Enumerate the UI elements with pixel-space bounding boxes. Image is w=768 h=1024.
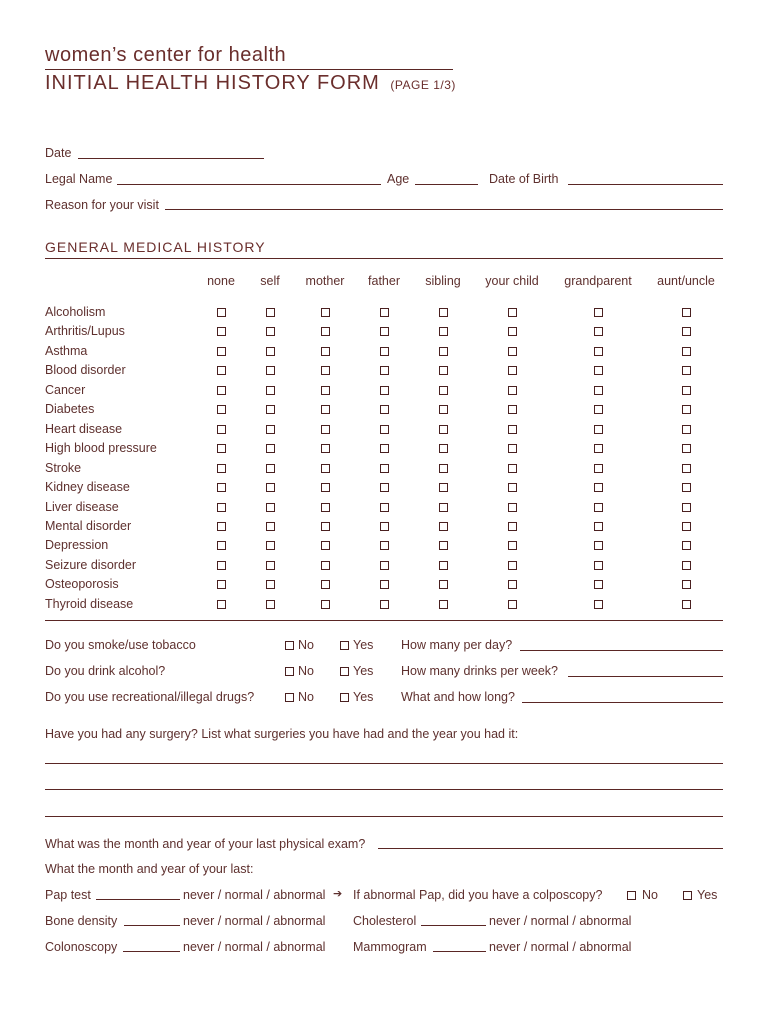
cholesterol-field[interactable]	[421, 925, 486, 926]
column-header: sibling	[425, 274, 461, 288]
condition-checkbox[interactable]	[321, 425, 330, 434]
condition-checkbox[interactable]	[217, 503, 226, 512]
condition-checkbox[interactable]	[217, 405, 226, 414]
mammogram-options[interactable]: never / normal / abnormal	[489, 940, 632, 954]
pap-field[interactable]	[96, 899, 180, 900]
section-title: GENERAL MEDICAL HISTORY	[45, 239, 266, 255]
legal-name-field[interactable]	[117, 184, 381, 185]
condition-checkbox[interactable]	[508, 425, 517, 434]
condition-checkbox[interactable]	[508, 444, 517, 453]
colposcopy-yes-checkbox[interactable]	[683, 891, 692, 900]
condition-checkbox[interactable]	[266, 464, 275, 473]
condition-checkbox[interactable]	[508, 522, 517, 531]
bone-density-label: Bone density	[45, 914, 118, 928]
condition-checkbox[interactable]	[380, 464, 389, 473]
condition-checkbox[interactable]	[266, 580, 275, 589]
habit-no-label: No	[298, 638, 314, 652]
condition-checkbox[interactable]	[321, 464, 330, 473]
bone-density-options[interactable]: never / normal / abnormal	[183, 914, 326, 928]
column-header: mother	[305, 274, 345, 288]
condition-checkbox[interactable]	[594, 386, 603, 395]
condition-checkbox[interactable]	[439, 464, 448, 473]
condition-checkbox[interactable]	[508, 405, 517, 414]
condition-checkbox[interactable]	[439, 503, 448, 512]
column-header: none	[207, 274, 235, 288]
condition-checkbox[interactable]	[321, 444, 330, 453]
condition-checkbox[interactable]	[321, 580, 330, 589]
condition-label: Seizure disorder	[45, 557, 137, 572]
arrow-icon: ➔	[333, 887, 343, 900]
condition-checkbox[interactable]	[439, 600, 448, 609]
condition-checkbox[interactable]	[508, 600, 517, 609]
condition-checkbox[interactable]	[321, 405, 330, 414]
condition-checkbox[interactable]	[380, 522, 389, 531]
condition-checkbox[interactable]	[380, 580, 389, 589]
habit-yes-checkbox[interactable]	[340, 641, 349, 650]
cholesterol-options[interactable]: never / normal / abnormal	[489, 914, 632, 928]
surgery-line-1[interactable]	[45, 763, 723, 764]
colposcopy-question: If abnormal Pap, did you have a colposcopy?	[353, 888, 603, 902]
last-physical-field[interactable]	[378, 848, 723, 849]
condition-checkbox[interactable]	[217, 580, 226, 589]
colposcopy-yes-label: Yes	[697, 888, 718, 902]
condition-checkbox[interactable]	[508, 327, 517, 336]
condition-checkbox[interactable]	[217, 308, 226, 317]
colonoscopy-label: Colonoscopy	[45, 940, 118, 954]
condition-checkbox[interactable]	[217, 522, 226, 531]
condition-checkbox[interactable]	[321, 522, 330, 531]
condition-checkbox[interactable]	[594, 541, 603, 550]
condition-label: Asthma	[45, 343, 88, 358]
condition-checkbox[interactable]	[439, 561, 448, 570]
condition-label: Mental disorder	[45, 518, 132, 533]
condition-checkbox[interactable]	[217, 464, 226, 473]
condition-label: Liver disease	[45, 499, 119, 514]
condition-checkbox[interactable]	[508, 541, 517, 550]
condition-checkbox[interactable]	[439, 483, 448, 492]
condition-checkbox[interactable]	[682, 503, 691, 512]
condition-checkbox[interactable]	[508, 464, 517, 473]
condition-checkbox[interactable]	[682, 386, 691, 395]
condition-checkbox[interactable]	[380, 483, 389, 492]
condition-checkbox[interactable]	[380, 503, 389, 512]
habit-yes-checkbox[interactable]	[340, 667, 349, 676]
condition-checkbox[interactable]	[380, 327, 389, 336]
condition-label: Alcoholism	[45, 305, 106, 319]
condition-checkbox[interactable]	[508, 580, 517, 589]
condition-label: Diabetes	[45, 402, 95, 417]
column-header: your child	[485, 274, 539, 288]
habit-yes-checkbox[interactable]	[340, 693, 349, 702]
mammogram-field[interactable]	[433, 951, 486, 952]
column-header: self	[260, 274, 280, 288]
habit-no-checkbox[interactable]	[285, 667, 294, 676]
habit-yes-label: Yes	[353, 638, 374, 652]
condition-checkbox[interactable]	[682, 600, 691, 609]
reason-field[interactable]	[165, 209, 723, 210]
colonoscopy-options[interactable]: never / normal / abnormal	[183, 940, 326, 954]
condition-checkbox[interactable]	[594, 366, 603, 375]
condition-checkbox[interactable]	[321, 347, 330, 356]
condition-checkbox[interactable]	[439, 308, 448, 317]
condition-checkbox[interactable]	[321, 386, 330, 395]
condition-label: Osteoporosis	[45, 577, 119, 592]
condition-checkbox[interactable]	[682, 366, 691, 375]
condition-label: Kidney disease	[45, 480, 130, 495]
condition-checkbox[interactable]	[594, 483, 603, 492]
age-field[interactable]	[415, 184, 478, 185]
condition-checkbox[interactable]	[508, 366, 517, 375]
condition-checkbox[interactable]	[266, 444, 275, 453]
colposcopy-no-label: No	[642, 888, 658, 902]
condition-checkbox[interactable]	[380, 347, 389, 356]
reason-label: Reason for your visit	[45, 198, 159, 212]
pap-label: Pap test	[45, 888, 91, 902]
condition-checkbox[interactable]	[217, 600, 226, 609]
habit-followup-field[interactable]	[568, 676, 723, 677]
habit-no-checkbox[interactable]	[285, 641, 294, 650]
condition-checkbox[interactable]	[682, 561, 691, 570]
condition-checkbox[interactable]	[508, 503, 517, 512]
column-header: father	[368, 274, 400, 288]
org-name: women’s center for health	[45, 44, 287, 66]
condition-checkbox[interactable]	[217, 561, 226, 570]
pap-options[interactable]: never / normal / abnormal	[183, 888, 326, 902]
condition-checkbox[interactable]	[266, 308, 275, 317]
condition-checkbox[interactable]	[594, 600, 603, 609]
condition-checkbox[interactable]	[682, 522, 691, 531]
age-label: Age	[387, 172, 410, 186]
condition-checkbox[interactable]	[266, 386, 275, 395]
condition-label: Blood disorder	[45, 363, 126, 378]
condition-checkbox[interactable]	[217, 483, 226, 492]
condition-checkbox[interactable]	[380, 444, 389, 453]
condition-checkbox[interactable]	[217, 366, 226, 375]
condition-checkbox[interactable]	[321, 503, 330, 512]
condition-checkbox[interactable]	[439, 405, 448, 414]
condition-checkbox[interactable]	[594, 425, 603, 434]
condition-checkbox[interactable]	[682, 405, 691, 414]
dob-field[interactable]	[568, 184, 723, 185]
condition-checkbox[interactable]	[439, 386, 448, 395]
condition-label: Cancer	[45, 382, 86, 397]
condition-checkbox[interactable]	[266, 405, 275, 414]
habit-question: Do you drink alcohol?	[45, 664, 166, 678]
condition-checkbox[interactable]	[266, 327, 275, 336]
condition-label: Thyroid disease	[45, 596, 134, 611]
surgery-question: Have you had any surgery? List what surgeries you have had and the year you had it:	[45, 727, 519, 741]
habit-question: Do you use recreational/illegal drugs?	[45, 690, 255, 704]
condition-checkbox[interactable]	[594, 561, 603, 570]
condition-checkbox[interactable]	[508, 347, 517, 356]
colonoscopy-field[interactable]	[123, 951, 180, 952]
condition-checkbox[interactable]	[321, 483, 330, 492]
condition-checkbox[interactable]	[682, 541, 691, 550]
section-rule-top	[45, 258, 723, 259]
condition-checkbox[interactable]	[266, 483, 275, 492]
condition-checkbox[interactable]	[682, 327, 691, 336]
condition-checkbox[interactable]	[266, 366, 275, 375]
colposcopy-no-checkbox[interactable]	[627, 891, 636, 900]
condition-checkbox[interactable]	[439, 347, 448, 356]
condition-checkbox[interactable]	[321, 600, 330, 609]
condition-checkbox[interactable]	[594, 405, 603, 414]
condition-checkbox[interactable]	[380, 366, 389, 375]
condition-label: Depression	[45, 538, 109, 553]
habit-followup-label: What and how long?	[401, 690, 515, 704]
form-title	[45, 72, 456, 95]
date-label: Date	[45, 146, 72, 160]
dob-label: Date of Birth	[489, 172, 559, 186]
condition-checkbox[interactable]	[266, 561, 275, 570]
condition-checkbox[interactable]	[682, 580, 691, 589]
condition-checkbox[interactable]	[508, 483, 517, 492]
habit-question: Do you smoke/use tobacco	[45, 638, 196, 652]
condition-checkbox[interactable]	[594, 503, 603, 512]
habit-followup-field[interactable]	[522, 702, 723, 703]
condition-checkbox[interactable]	[594, 327, 603, 336]
condition-checkbox[interactable]	[594, 580, 603, 589]
condition-checkbox[interactable]	[266, 541, 275, 550]
condition-checkbox[interactable]	[380, 541, 389, 550]
legal-name-label: Legal Name	[45, 172, 113, 186]
last-physical-question: What was the month and year of your last physical exam?	[45, 837, 366, 851]
condition-checkbox[interactable]	[321, 541, 330, 550]
condition-label: High blood pressure	[45, 441, 157, 456]
form-title-text: INITIAL HEALTH HISTORY FORM	[45, 72, 380, 94]
date-field[interactable]	[78, 158, 264, 159]
mammogram-label: Mammogram	[353, 940, 427, 954]
condition-checkbox[interactable]	[682, 444, 691, 453]
condition-checkbox[interactable]	[439, 541, 448, 550]
habit-no-label: No	[298, 664, 314, 678]
condition-checkbox[interactable]	[508, 561, 517, 570]
condition-checkbox[interactable]	[217, 327, 226, 336]
condition-checkbox[interactable]	[321, 327, 330, 336]
condition-checkbox[interactable]	[217, 386, 226, 395]
page-indicator: (PAGE 1/3)	[390, 78, 456, 92]
condition-checkbox[interactable]	[321, 308, 330, 317]
habit-followup-field[interactable]	[520, 650, 723, 651]
surgery-line-2[interactable]	[45, 789, 723, 790]
condition-checkbox[interactable]	[682, 483, 691, 492]
last-exams-intro: What the month and year of your last:	[45, 862, 254, 876]
condition-checkbox[interactable]	[594, 444, 603, 453]
condition-checkbox[interactable]	[266, 425, 275, 434]
habit-no-checkbox[interactable]	[285, 693, 294, 702]
section-rule-bottom	[45, 620, 723, 621]
condition-checkbox[interactable]	[321, 561, 330, 570]
cholesterol-label: Cholesterol	[353, 914, 417, 928]
condition-checkbox[interactable]	[217, 347, 226, 356]
habit-followup-label: How many per day?	[401, 638, 513, 652]
condition-checkbox[interactable]	[682, 347, 691, 356]
habit-followup-label: How many drinks per week?	[401, 664, 559, 678]
condition-checkbox[interactable]	[217, 541, 226, 550]
condition-checkbox[interactable]	[321, 366, 330, 375]
habit-no-label: No	[298, 690, 314, 704]
column-header: grandparent	[564, 274, 632, 288]
condition-checkbox[interactable]	[439, 366, 448, 375]
condition-checkbox[interactable]	[508, 386, 517, 395]
header-rule	[45, 69, 453, 70]
condition-checkbox[interactable]	[266, 600, 275, 609]
condition-checkbox[interactable]	[380, 561, 389, 570]
condition-label: Arthritis/Lupus	[45, 324, 125, 339]
condition-checkbox[interactable]	[594, 464, 603, 473]
condition-checkbox[interactable]	[217, 444, 226, 453]
condition-checkbox[interactable]	[266, 522, 275, 531]
condition-label: Stroke	[45, 460, 82, 475]
condition-checkbox[interactable]	[682, 425, 691, 434]
condition-label: Heart disease	[45, 421, 123, 436]
condition-checkbox[interactable]	[380, 386, 389, 395]
condition-checkbox[interactable]	[439, 522, 448, 531]
condition-checkbox[interactable]	[594, 308, 603, 317]
condition-checkbox[interactable]	[682, 308, 691, 317]
condition-checkbox[interactable]	[594, 522, 603, 531]
condition-checkbox[interactable]	[439, 327, 448, 336]
condition-checkbox[interactable]	[682, 464, 691, 473]
habit-yes-label: Yes	[353, 690, 374, 704]
bone-density-field[interactable]	[124, 925, 180, 926]
condition-checkbox[interactable]	[380, 425, 389, 434]
condition-checkbox[interactable]	[439, 425, 448, 434]
surgery-line-3[interactable]	[45, 816, 723, 817]
condition-checkbox[interactable]	[508, 308, 517, 317]
habit-yes-label: Yes	[353, 664, 374, 678]
condition-checkbox[interactable]	[266, 347, 275, 356]
condition-checkbox[interactable]	[439, 444, 448, 453]
condition-checkbox[interactable]	[439, 580, 448, 589]
condition-checkbox[interactable]	[266, 503, 275, 512]
condition-checkbox[interactable]	[594, 347, 603, 356]
column-header: aunt/uncle	[657, 274, 715, 288]
condition-checkbox[interactable]	[380, 600, 389, 609]
condition-checkbox[interactable]	[217, 425, 226, 434]
condition-checkbox[interactable]	[380, 308, 389, 317]
condition-checkbox[interactable]	[380, 405, 389, 414]
